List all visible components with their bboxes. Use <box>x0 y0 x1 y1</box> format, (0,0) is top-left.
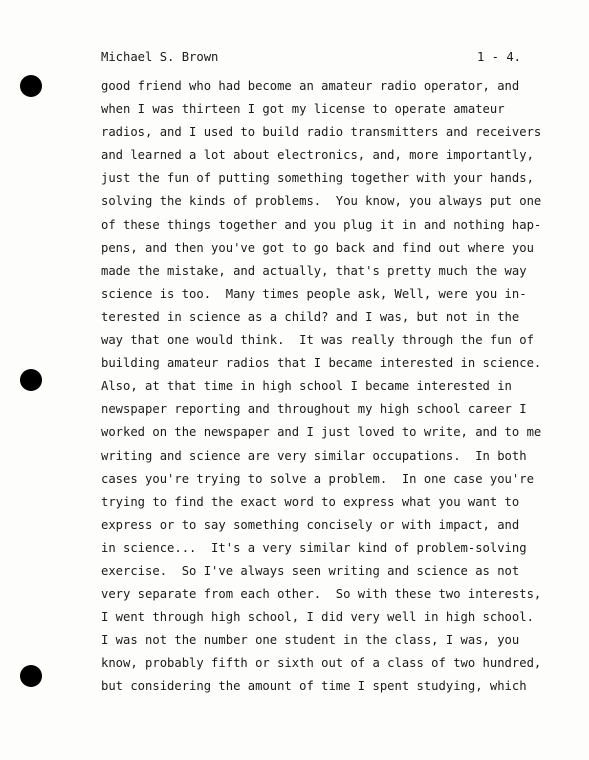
page-number: 1 - 4. <box>476 50 521 64</box>
text-line: terested in science as a child? and I was, but not in the <box>101 309 520 324</box>
text-line: exercise. So I've always seen writing and science as not <box>101 563 520 578</box>
text-line: cases you're trying to solve a problem. In one case you're <box>101 471 534 486</box>
text-line: made the mistake, and actually, that's pretty much the way <box>101 263 527 278</box>
text-line: express or to say something concisely or with impact, and <box>101 517 520 532</box>
text-line: know, probably fifth or sixth out of a class of two hundred, <box>101 656 542 671</box>
text-line: science is too. Many times people ask, Well, were you in- <box>101 286 527 301</box>
text-line: of these things together and you plug it in and nothing hap- <box>101 217 542 232</box>
punch-hole <box>20 665 42 687</box>
punch-hole <box>20 75 42 97</box>
text-line: and learned a lot about electronics, and, more importantly, <box>101 148 534 163</box>
text-line: way that one would think. It was really through the fun of <box>101 333 534 348</box>
text-line: good friend who had become an amateur radio operator, and <box>101 79 520 93</box>
text-line: I was not the number one student in the class, I was, you <box>101 633 520 648</box>
text-line: trying to find the exact word to express what you want to <box>101 494 520 509</box>
text-line: but considering the amount of time I spent studying, which <box>101 679 527 694</box>
speaker-name: Michael S. Brown <box>101 50 219 64</box>
page-header <box>101 49 521 65</box>
text-line: radios, and I used to build radio transmitters and receivers <box>101 125 542 140</box>
transcript-body <box>101 78 541 702</box>
text-line: writing and science are very similar occupations. In both <box>101 448 527 463</box>
text-line: just the fun of putting something together with your hands, <box>101 171 534 186</box>
text-line: building amateur radios that I became interested in science. <box>101 356 542 371</box>
text-line: in science... It's a very similar kind of problem-solving <box>101 540 527 555</box>
text-line: solving the kinds of problems. You know, you always put one <box>101 194 542 209</box>
text-line: newspaper reporting and throughout my high school career I <box>101 402 527 417</box>
text-line: Also, at that time in high school I became interested in <box>101 379 512 394</box>
text-line: very separate from each other. So with these two interests, <box>101 587 542 602</box>
text-line: worked on the newspaper and I just loved to write, and to me <box>101 425 542 440</box>
text-line: when I was thirteen I got my license to operate amateur <box>101 102 505 117</box>
punch-hole <box>20 369 42 391</box>
text-line: I went through high school, I did very well in high school. <box>101 610 534 625</box>
text-line: pens, and then you've got to go back and find out where you <box>101 240 534 255</box>
